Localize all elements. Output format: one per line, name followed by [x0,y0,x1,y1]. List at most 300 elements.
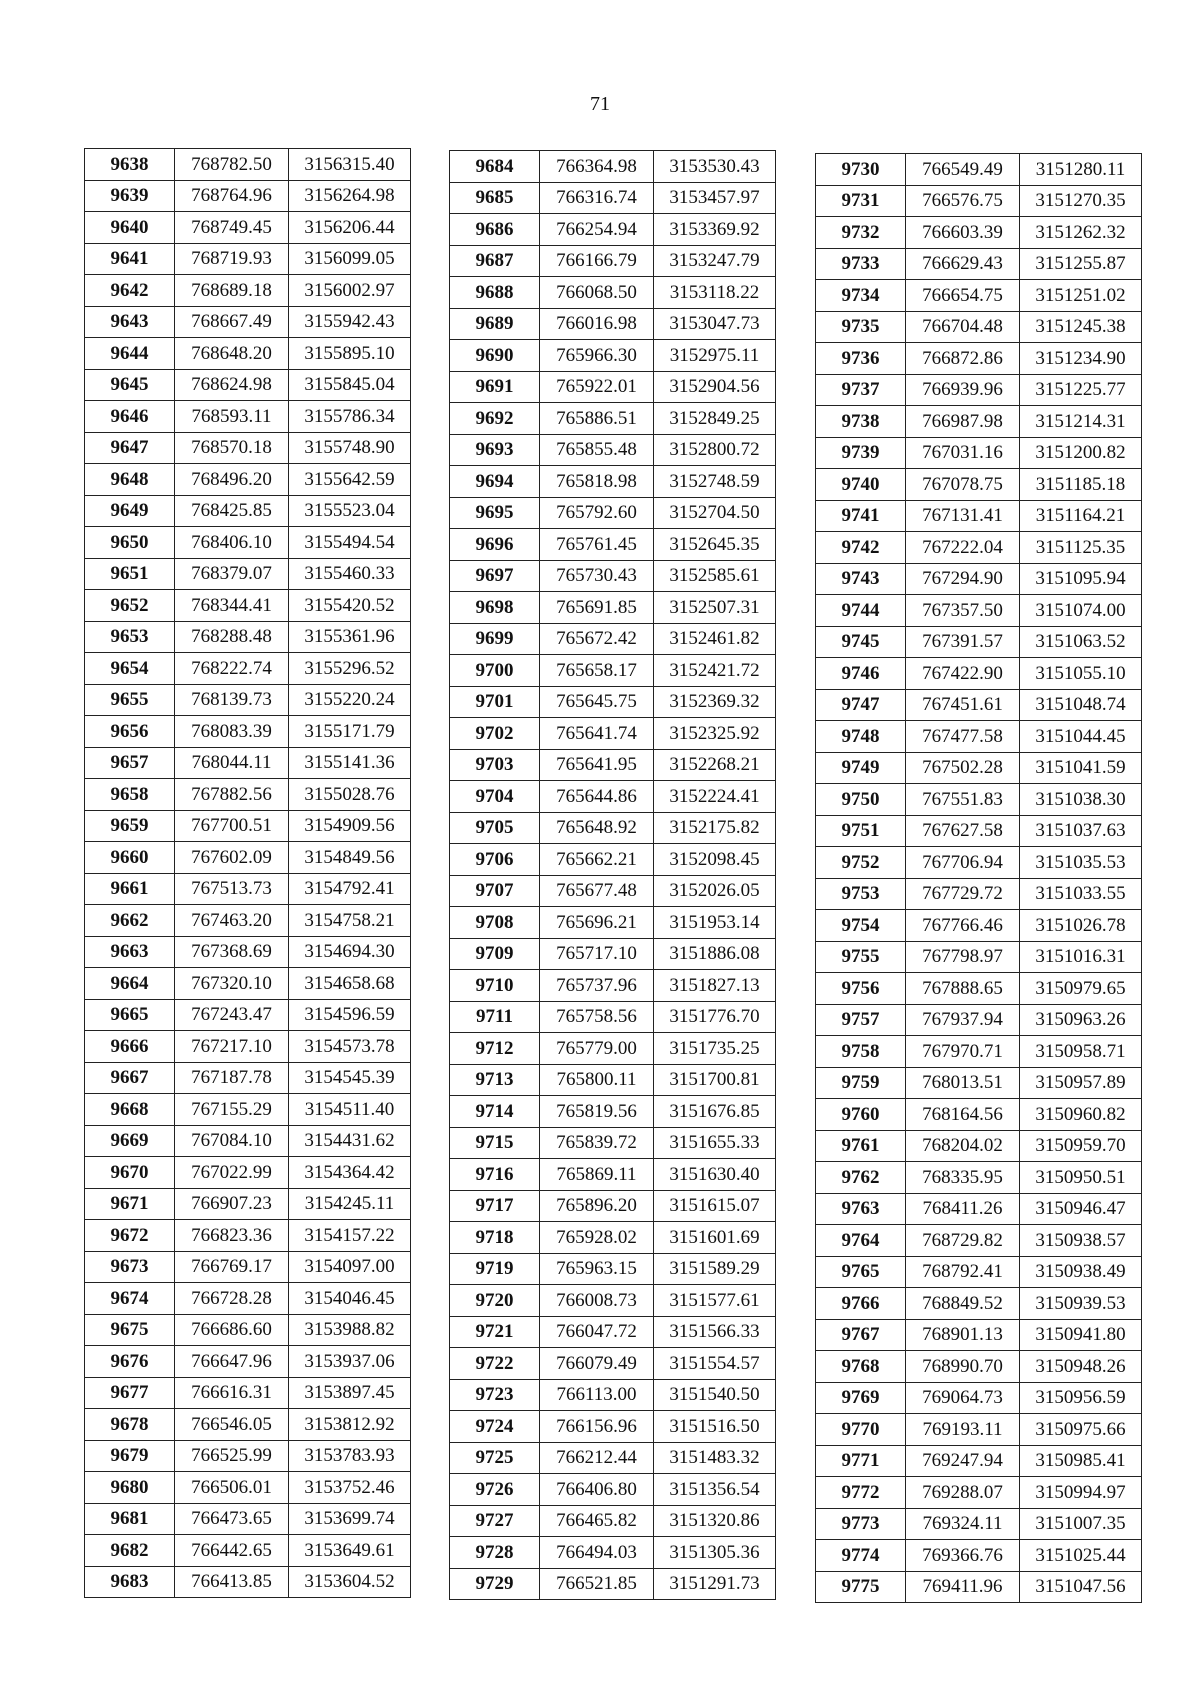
y-coordinate-cell: 3151047.56 [1020,1571,1142,1603]
point-id-cell: 9666 [85,1031,175,1063]
y-coordinate-cell: 3152098.45 [654,844,776,876]
point-id-cell: 9684 [450,151,540,183]
x-coordinate-cell: 768729.82 [906,1225,1020,1257]
y-coordinate-cell: 3156206.44 [289,212,411,244]
y-coordinate-cell: 3152849.25 [654,403,776,435]
point-id-cell: 9741 [816,500,906,532]
table-row [816,1193,1142,1225]
y-coordinate-cell: 3153047.73 [654,308,776,340]
point-id-cell: 9683 [85,1566,175,1598]
point-id-cell: 9740 [816,469,906,501]
point-id-cell: 9739 [816,437,906,469]
y-coordinate-cell: 3154596.59 [289,999,411,1031]
point-id-cell: 9770 [816,1414,906,1446]
point-id-cell: 9725 [450,1442,540,1474]
point-id-cell: 9760 [816,1099,906,1131]
point-id-cell: 9748 [816,721,906,753]
y-coordinate-cell: 3155460.33 [289,558,411,590]
point-id-cell: 9670 [85,1157,175,1189]
y-coordinate-cell: 3151320.86 [654,1505,776,1537]
point-id-cell: 9721 [450,1316,540,1348]
x-coordinate-cell: 769366.76 [906,1540,1020,1572]
y-coordinate-cell: 3151214.31 [1020,406,1142,438]
point-id-cell: 9755 [816,941,906,973]
point-id-cell: 9658 [85,779,175,811]
table-row [450,1442,776,1474]
table-row [85,1157,411,1189]
point-id-cell: 9772 [816,1477,906,1509]
y-coordinate-cell: 3150958.71 [1020,1036,1142,1068]
point-id-cell: 9655 [85,684,175,716]
x-coordinate-cell: 765737.96 [540,970,654,1002]
table-row [450,1159,776,1191]
x-coordinate-cell: 767706.94 [906,847,1020,879]
point-id-cell: 9767 [816,1319,906,1351]
x-coordinate-cell: 766364.98 [540,151,654,183]
x-coordinate-cell: 765855.48 [540,434,654,466]
x-coordinate-cell: 767882.56 [175,779,289,811]
table-row [450,938,776,970]
table-row [85,747,411,779]
x-coordinate-cell: 766442.65 [175,1535,289,1567]
table-row [85,1503,411,1535]
x-coordinate-cell: 766549.49 [906,154,1020,186]
point-id-cell: 9766 [816,1288,906,1320]
table-row [816,752,1142,784]
point-id-cell: 9648 [85,464,175,496]
table-row [816,1319,1142,1351]
point-id-cell: 9693 [450,434,540,466]
table-row [450,623,776,655]
table-row [450,560,776,592]
table-row [85,716,411,748]
point-id-cell: 9729 [450,1568,540,1600]
point-id-cell: 9645 [85,369,175,401]
table-row [450,1411,776,1443]
x-coordinate-cell: 768379.07 [175,558,289,590]
x-coordinate-cell: 767022.99 [175,1157,289,1189]
x-coordinate-cell: 767422.90 [906,658,1020,690]
table-row [816,1004,1142,1036]
point-id-cell: 9736 [816,343,906,375]
y-coordinate-cell: 3151305.36 [654,1537,776,1569]
x-coordinate-cell: 767243.47 [175,999,289,1031]
point-id-cell: 9713 [450,1064,540,1096]
table-row [816,1036,1142,1068]
table-row [450,1316,776,1348]
table-row [450,875,776,907]
point-id-cell: 9647 [85,432,175,464]
point-id-cell: 9744 [816,595,906,627]
point-id-cell: 9649 [85,495,175,527]
table-row [816,941,1142,973]
y-coordinate-cell: 3156099.05 [289,243,411,275]
x-coordinate-cell: 768335.95 [906,1162,1020,1194]
table-row [450,497,776,529]
x-coordinate-cell: 767937.94 [906,1004,1020,1036]
x-coordinate-cell: 766525.99 [175,1440,289,1472]
y-coordinate-cell: 3153783.93 [289,1440,411,1472]
y-coordinate-cell: 3153369.92 [654,214,776,246]
point-id-cell: 9774 [816,1540,906,1572]
point-id-cell: 9662 [85,905,175,937]
table-row [450,781,776,813]
x-coordinate-cell: 766212.44 [540,1442,654,1474]
table-row [85,369,411,401]
point-id-cell: 9759 [816,1067,906,1099]
y-coordinate-cell: 3151033.55 [1020,878,1142,910]
point-id-cell: 9712 [450,1033,540,1065]
table-row [450,214,776,246]
table-row [85,1566,411,1598]
x-coordinate-cell: 766079.49 [540,1348,654,1380]
point-id-cell: 9680 [85,1472,175,1504]
x-coordinate-cell: 765761.45 [540,529,654,561]
x-coordinate-cell: 768222.74 [175,653,289,685]
x-coordinate-cell: 767222.04 [906,532,1020,564]
y-coordinate-cell: 3151735.25 [654,1033,776,1065]
x-coordinate-cell: 765717.10 [540,938,654,970]
y-coordinate-cell: 3151516.50 [654,1411,776,1443]
x-coordinate-cell: 765922.01 [540,371,654,403]
point-id-cell: 9730 [816,154,906,186]
table-row [450,1379,776,1411]
point-id-cell: 9702 [450,718,540,750]
x-coordinate-cell: 769193.11 [906,1414,1020,1446]
point-id-cell: 9771 [816,1445,906,1477]
y-coordinate-cell: 3154849.56 [289,842,411,874]
table-row [816,658,1142,690]
point-id-cell: 9690 [450,340,540,372]
x-coordinate-cell: 767477.58 [906,721,1020,753]
point-id-cell: 9642 [85,275,175,307]
y-coordinate-cell: 3153530.43 [654,151,776,183]
x-coordinate-cell: 768719.93 [175,243,289,275]
point-id-cell: 9762 [816,1162,906,1194]
y-coordinate-cell: 3154511.40 [289,1094,411,1126]
x-coordinate-cell: 766704.48 [906,311,1020,343]
y-coordinate-cell: 3151234.90 [1020,343,1142,375]
x-coordinate-cell: 766166.79 [540,245,654,277]
point-id-cell: 9652 [85,590,175,622]
x-coordinate-cell: 768792.41 [906,1256,1020,1288]
y-coordinate-cell: 3151700.81 [654,1064,776,1096]
table-row [85,905,411,937]
x-coordinate-cell: 767551.83 [906,784,1020,816]
table-row [85,936,411,968]
y-coordinate-cell: 3151025.44 [1020,1540,1142,1572]
x-coordinate-cell: 766016.98 [540,308,654,340]
table-row [85,1094,411,1126]
point-id-cell: 9705 [450,812,540,844]
x-coordinate-cell: 768406.10 [175,527,289,559]
point-id-cell: 9722 [450,1348,540,1380]
table-row [450,1348,776,1380]
y-coordinate-cell: 3155141.36 [289,747,411,779]
table-row [85,873,411,905]
x-coordinate-cell: 765672.42 [540,623,654,655]
table-row [816,1540,1142,1572]
table-row [816,311,1142,343]
y-coordinate-cell: 3150979.65 [1020,973,1142,1005]
point-id-cell: 9665 [85,999,175,1031]
point-id-cell: 9711 [450,1001,540,1033]
point-id-cell: 9723 [450,1379,540,1411]
y-coordinate-cell: 3152325.92 [654,718,776,750]
coordinate-table-body [816,154,1142,1603]
table-row [450,1285,776,1317]
x-coordinate-cell: 766907.23 [175,1188,289,1220]
point-id-cell: 9714 [450,1096,540,1128]
x-coordinate-cell: 766603.39 [906,217,1020,249]
x-coordinate-cell: 768624.98 [175,369,289,401]
table-row [816,1130,1142,1162]
x-coordinate-cell: 767217.10 [175,1031,289,1063]
y-coordinate-cell: 3154792.41 [289,873,411,905]
x-coordinate-cell: 765648.92 [540,812,654,844]
table-row [816,595,1142,627]
x-coordinate-cell: 765645.75 [540,686,654,718]
point-id-cell: 9710 [450,970,540,1002]
y-coordinate-cell: 3154245.11 [289,1188,411,1220]
point-id-cell: 9661 [85,873,175,905]
point-id-cell: 9676 [85,1346,175,1378]
y-coordinate-cell: 3151483.32 [654,1442,776,1474]
point-id-cell: 9720 [450,1285,540,1317]
point-id-cell: 9745 [816,626,906,658]
y-coordinate-cell: 3155786.34 [289,401,411,433]
x-coordinate-cell: 766113.00 [540,1379,654,1411]
y-coordinate-cell: 3151225.77 [1020,374,1142,406]
point-id-cell: 9677 [85,1377,175,1409]
coordinate-table-2 [449,150,776,1600]
point-id-cell: 9751 [816,815,906,847]
table-row [85,684,411,716]
point-id-cell: 9765 [816,1256,906,1288]
table-row [450,812,776,844]
y-coordinate-cell: 3151655.33 [654,1127,776,1159]
table-row [85,1440,411,1472]
y-coordinate-cell: 3151886.08 [654,938,776,970]
point-id-cell: 9752 [816,847,906,879]
table-row [450,1222,776,1254]
y-coordinate-cell: 3151026.78 [1020,910,1142,942]
table-row [450,1190,776,1222]
table-row [85,243,411,275]
y-coordinate-cell: 3153937.06 [289,1346,411,1378]
table-row [85,1220,411,1252]
y-coordinate-cell: 3156002.97 [289,275,411,307]
x-coordinate-cell: 769324.11 [906,1508,1020,1540]
table-row [450,1064,776,1096]
y-coordinate-cell: 3155494.54 [289,527,411,559]
y-coordinate-cell: 3150994.97 [1020,1477,1142,1509]
point-id-cell: 9669 [85,1125,175,1157]
point-id-cell: 9719 [450,1253,540,1285]
y-coordinate-cell: 3151095.94 [1020,563,1142,595]
y-coordinate-cell: 3151125.35 [1020,532,1142,564]
x-coordinate-cell: 767970.71 [906,1036,1020,1068]
x-coordinate-cell: 766316.74 [540,182,654,214]
page-number: 71 [590,93,610,115]
table-row [816,721,1142,753]
y-coordinate-cell: 3152369.32 [654,686,776,718]
y-coordinate-cell: 3154431.62 [289,1125,411,1157]
y-coordinate-cell: 3150946.47 [1020,1193,1142,1225]
y-coordinate-cell: 3152645.35 [654,529,776,561]
point-id-cell: 9769 [816,1382,906,1414]
table-row [816,1382,1142,1414]
point-id-cell: 9732 [816,217,906,249]
table-row [816,847,1142,879]
x-coordinate-cell: 767502.28 [906,752,1020,784]
y-coordinate-cell: 3154573.78 [289,1031,411,1063]
y-coordinate-cell: 3151566.33 [654,1316,776,1348]
point-id-cell: 9688 [450,277,540,309]
point-id-cell: 9727 [450,1505,540,1537]
point-id-cell: 9768 [816,1351,906,1383]
point-id-cell: 9678 [85,1409,175,1441]
point-id-cell: 9639 [85,180,175,212]
y-coordinate-cell: 3152704.50 [654,497,776,529]
table-row [816,1099,1142,1131]
table-row [450,277,776,309]
x-coordinate-cell: 769288.07 [906,1477,1020,1509]
table-row [816,910,1142,942]
point-id-cell: 9718 [450,1222,540,1254]
point-id-cell: 9697 [450,560,540,592]
y-coordinate-cell: 3152421.72 [654,655,776,687]
x-coordinate-cell: 768901.13 [906,1319,1020,1351]
point-id-cell: 9643 [85,306,175,338]
coordinate-table-3 [815,153,1142,1603]
table-row [450,970,776,1002]
table-row [450,434,776,466]
y-coordinate-cell: 3151055.10 [1020,658,1142,690]
x-coordinate-cell: 767463.20 [175,905,289,937]
point-id-cell: 9638 [85,149,175,181]
point-id-cell: 9641 [85,243,175,275]
point-id-cell: 9747 [816,689,906,721]
y-coordinate-cell: 3150938.57 [1020,1225,1142,1257]
point-id-cell: 9654 [85,653,175,685]
y-coordinate-cell: 3152026.05 [654,875,776,907]
point-id-cell: 9675 [85,1314,175,1346]
x-coordinate-cell: 768288.48 [175,621,289,653]
table-row [85,401,411,433]
table-row [816,374,1142,406]
x-coordinate-cell: 765869.11 [540,1159,654,1191]
y-coordinate-cell: 3150963.26 [1020,1004,1142,1036]
point-id-cell: 9668 [85,1094,175,1126]
x-coordinate-cell: 766939.96 [906,374,1020,406]
table-row [450,592,776,624]
point-id-cell: 9715 [450,1127,540,1159]
x-coordinate-cell: 767131.41 [906,500,1020,532]
point-id-cell: 9703 [450,749,540,781]
point-id-cell: 9640 [85,212,175,244]
table-row [85,1535,411,1567]
x-coordinate-cell: 766987.98 [906,406,1020,438]
table-row [816,437,1142,469]
x-coordinate-cell: 768570.18 [175,432,289,464]
y-coordinate-cell: 3152585.61 [654,560,776,592]
point-id-cell: 9699 [450,623,540,655]
x-coordinate-cell: 768764.96 [175,180,289,212]
table-row [85,999,411,1031]
table-row [816,185,1142,217]
y-coordinate-cell: 3151255.87 [1020,248,1142,280]
x-coordinate-cell: 768593.11 [175,401,289,433]
y-coordinate-cell: 3151262.32 [1020,217,1142,249]
y-coordinate-cell: 3154694.30 [289,936,411,968]
table-row [816,1162,1142,1194]
table-row [85,212,411,244]
point-id-cell: 9700 [450,655,540,687]
point-id-cell: 9709 [450,938,540,970]
coordinate-table-1 [84,148,411,1598]
table-row [85,432,411,464]
x-coordinate-cell: 765662.21 [540,844,654,876]
table-row [816,563,1142,595]
point-id-cell: 9775 [816,1571,906,1603]
y-coordinate-cell: 3155171.79 [289,716,411,748]
y-coordinate-cell: 3150956.59 [1020,1382,1142,1414]
y-coordinate-cell: 3153247.79 [654,245,776,277]
point-id-cell: 9679 [85,1440,175,1472]
table-row [85,275,411,307]
x-coordinate-cell: 767888.65 [906,973,1020,1005]
x-coordinate-cell: 768344.41 [175,590,289,622]
y-coordinate-cell: 3153988.82 [289,1314,411,1346]
table-row [816,500,1142,532]
x-coordinate-cell: 767513.73 [175,873,289,905]
table-row [450,1537,776,1569]
x-coordinate-cell: 768648.20 [175,338,289,370]
x-coordinate-cell: 766494.03 [540,1537,654,1569]
y-coordinate-cell: 3155845.04 [289,369,411,401]
table-row [816,1414,1142,1446]
point-id-cell: 9694 [450,466,540,498]
x-coordinate-cell: 766068.50 [540,277,654,309]
point-id-cell: 9761 [816,1130,906,1162]
y-coordinate-cell: 3151280.11 [1020,154,1142,186]
y-coordinate-cell: 3150960.82 [1020,1099,1142,1131]
x-coordinate-cell: 768749.45 [175,212,289,244]
x-coordinate-cell: 768425.85 [175,495,289,527]
table-row [450,844,776,876]
table-row [85,621,411,653]
y-coordinate-cell: 3152507.31 [654,592,776,624]
point-id-cell: 9659 [85,810,175,842]
point-id-cell: 9726 [450,1474,540,1506]
point-id-cell: 9716 [450,1159,540,1191]
y-coordinate-cell: 3151291.73 [654,1568,776,1600]
y-coordinate-cell: 3155748.90 [289,432,411,464]
point-id-cell: 9651 [85,558,175,590]
table-row [85,653,411,685]
x-coordinate-cell: 768782.50 [175,149,289,181]
x-coordinate-cell: 768990.70 [906,1351,1020,1383]
table-row [450,340,776,372]
y-coordinate-cell: 3151245.38 [1020,311,1142,343]
table-row [450,718,776,750]
y-coordinate-cell: 3151007.35 [1020,1508,1142,1540]
y-coordinate-cell: 3151630.40 [654,1159,776,1191]
point-id-cell: 9681 [85,1503,175,1535]
y-coordinate-cell: 3151041.59 [1020,752,1142,784]
point-id-cell: 9737 [816,374,906,406]
